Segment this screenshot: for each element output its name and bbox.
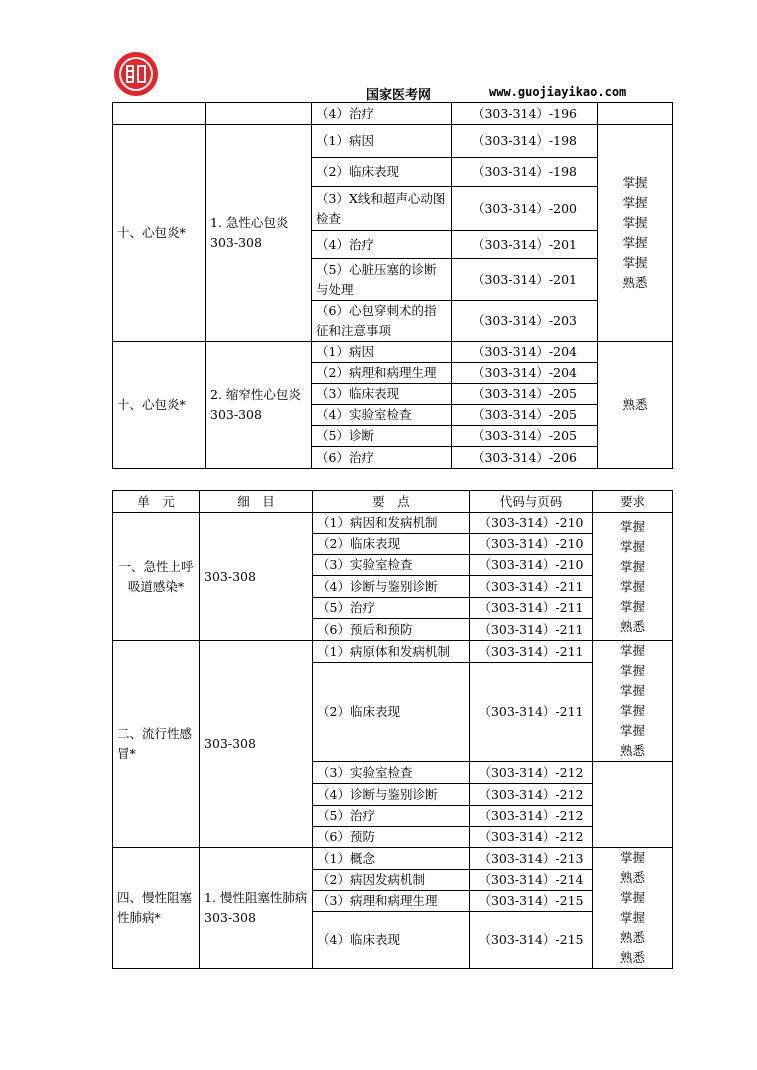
code-cell: （303-314）-210 (470, 534, 593, 555)
point-cell: （1）病因和发病机制 (313, 513, 470, 534)
point-cell: （2）病理和病理生理 (312, 363, 452, 384)
requirement-cell (593, 848, 673, 969)
code-cell: （303-314）-204 (452, 342, 598, 363)
point-cell: （4）诊断与鉴别诊断 (313, 784, 470, 806)
code-cell: （303-314）-215 (470, 891, 593, 912)
requirement-value: 掌握 (619, 643, 645, 658)
unit-cell: 四、慢性阻塞性肺病* (113, 848, 200, 969)
requirement-value: 掌握 (619, 558, 645, 574)
detail-code: 303-308 (210, 235, 262, 250)
code-cell: （303-314）-198 (452, 125, 598, 158)
requirement-value: 掌握 (619, 723, 645, 738)
unit-cell: 十、心包炎* (113, 125, 206, 342)
requirement-value: 掌握 (619, 663, 645, 678)
detail-cell (206, 125, 312, 342)
point-cell: （1）概念 (313, 848, 470, 870)
requirement-value: 掌握 (619, 578, 645, 594)
table-row (113, 513, 673, 534)
code-cell: （303-314）-205 (452, 405, 598, 426)
unit-cell: 一、急性上呼吸道感染* (113, 513, 200, 641)
point-cell: （4）临床表现 (313, 912, 470, 969)
requirement-value: 掌握 (619, 538, 645, 554)
point-cell: （3）临床表现 (312, 384, 452, 405)
code-cell: （303-314）-205 (452, 384, 598, 405)
code-cell: （303-314）-211 (470, 663, 593, 762)
code-cell: （303-314）-212 (470, 827, 593, 848)
requirement-cell (593, 641, 673, 762)
point-cell: （2）病因发病机制 (313, 870, 470, 891)
code-cell: （303-314）-211 (470, 576, 593, 598)
requirement-value: 熟悉 (622, 275, 648, 290)
detail-title: 1. 急性心包炎 (210, 215, 289, 230)
code-cell: （303-314）-211 (470, 641, 593, 663)
site-name: 国家医考网 (366, 88, 432, 103)
detail-cell (200, 848, 313, 969)
detail-cell (206, 103, 312, 125)
header-code: 代码与页码 (470, 491, 593, 513)
code-cell: （303-314）-213 (470, 848, 593, 870)
point-cell: （6）治疗 (312, 447, 452, 469)
requirement-cell (598, 125, 673, 342)
requirement-value: 熟悉 (619, 743, 645, 758)
requirement-value: 掌握 (622, 175, 648, 190)
requirement-cell (598, 103, 673, 125)
detail-title: 1. 慢性阻塞性肺病 (204, 890, 308, 905)
point-cell: （2）临床表现 (313, 534, 470, 555)
table-row (113, 103, 673, 125)
code-cell: （303-314）-214 (470, 870, 593, 891)
code-cell: （303-314）-201 (452, 259, 598, 301)
unit-cell: 二、流行性感冒* (113, 641, 200, 848)
point-cell: （2）临床表现 (312, 158, 452, 187)
requirement-value: 熟悉 (619, 618, 645, 634)
header-point: 要 点 (313, 491, 470, 513)
code-cell: （303-314）-211 (470, 598, 593, 619)
requirement-cell: 熟悉 (598, 342, 673, 469)
table-header-row (113, 491, 673, 513)
detail-cell: 303-308 (200, 513, 313, 641)
point-cell: （5）治疗 (313, 806, 470, 827)
point-cell: （4）治疗 (312, 231, 452, 259)
site-logo (113, 51, 159, 97)
point-cell: （6）预防 (313, 827, 470, 848)
unit-cell: 十、心包炎* (113, 342, 206, 469)
point-cell: （5）治疗 (313, 598, 470, 619)
point-cell: （5）诊断 (312, 426, 452, 447)
header-detail: 细 目 (200, 491, 313, 513)
code-cell: （303-314）-212 (470, 784, 593, 806)
point-cell: （3）X线和超声心动图检查 (312, 187, 452, 231)
code-cell: （303-314）-201 (452, 231, 598, 259)
code-cell: （303-314）-204 (452, 363, 598, 384)
detail-code: 303-308 (204, 910, 256, 925)
header-unit: 单 元 (113, 491, 200, 513)
requirement-cell (593, 513, 673, 641)
code-cell: （303-314）-200 (452, 187, 598, 231)
requirement-value: 熟悉 (619, 930, 645, 945)
requirement-value: 熟悉 (619, 950, 645, 965)
code-cell: （303-314）-196 (452, 103, 598, 125)
requirement-value: 掌握 (619, 890, 645, 905)
point-cell: （6）心包穿刺术的指征和注意事项 (312, 301, 452, 342)
requirement-value: 熟悉 (619, 870, 645, 885)
point-cell: （1）病原体和发病机制 (313, 641, 470, 663)
code-cell: （303-314）-215 (470, 912, 593, 969)
table-row (113, 848, 673, 870)
code-cell: （303-314）-198 (452, 158, 598, 187)
code-cell: （303-314）-211 (470, 619, 593, 641)
requirement-value: 掌握 (622, 215, 648, 230)
code-cell: （303-314）-203 (452, 301, 598, 342)
requirement-value: 掌握 (619, 683, 645, 698)
requirement-value: 掌握 (619, 703, 645, 718)
point-cell: （4）治疗 (312, 103, 452, 125)
code-cell: （303-314）-212 (470, 762, 593, 784)
requirement-value: 掌握 (619, 518, 645, 534)
syllabus-table-pericarditis (112, 102, 673, 469)
code-cell: （303-314）-205 (452, 426, 598, 447)
requirement-cell (593, 762, 673, 848)
table-row (113, 641, 673, 663)
detail-cell: 303-308 (200, 641, 313, 848)
code-cell: （303-314）-210 (470, 513, 593, 534)
point-cell: （3）实验室检查 (313, 762, 470, 784)
detail-title: 2. 缩窄性心包炎 (210, 387, 301, 402)
code-cell: （303-314）-206 (452, 447, 598, 469)
table-row (113, 342, 673, 363)
code-cell: （303-314）-210 (470, 555, 593, 576)
point-cell: （5）心脏压塞的诊断与处理 (312, 259, 452, 301)
point-cell: （3）病理和病理生理 (313, 891, 470, 912)
detail-code: 303-308 (210, 407, 262, 422)
detail-cell (206, 342, 312, 469)
point-cell: （1）病因 (312, 342, 452, 363)
table-row (113, 125, 673, 158)
requirement-value: 掌握 (619, 598, 645, 614)
unit-cell (113, 103, 206, 125)
requirement-value: 掌握 (622, 195, 648, 210)
site-url[interactable]: www.guojiayikao.com (489, 85, 627, 99)
point-cell: （3）实验室检查 (313, 555, 470, 576)
point-cell: （1）病因 (312, 125, 452, 158)
point-cell: （6）预后和预防 (313, 619, 470, 641)
code-cell: （303-314）-212 (470, 806, 593, 827)
requirement-value: 掌握 (619, 850, 645, 865)
requirement-value: 掌握 (622, 235, 648, 250)
point-cell: （4）实验室检查 (312, 405, 452, 426)
requirement-value: 掌握 (619, 910, 645, 925)
point-cell: （2）临床表现 (313, 663, 470, 762)
point-cell: （4）诊断与鉴别诊断 (313, 576, 470, 598)
header-requirement: 要求 (593, 491, 673, 513)
syllabus-table-respiratory (112, 490, 673, 969)
requirement-value: 掌握 (622, 255, 648, 270)
